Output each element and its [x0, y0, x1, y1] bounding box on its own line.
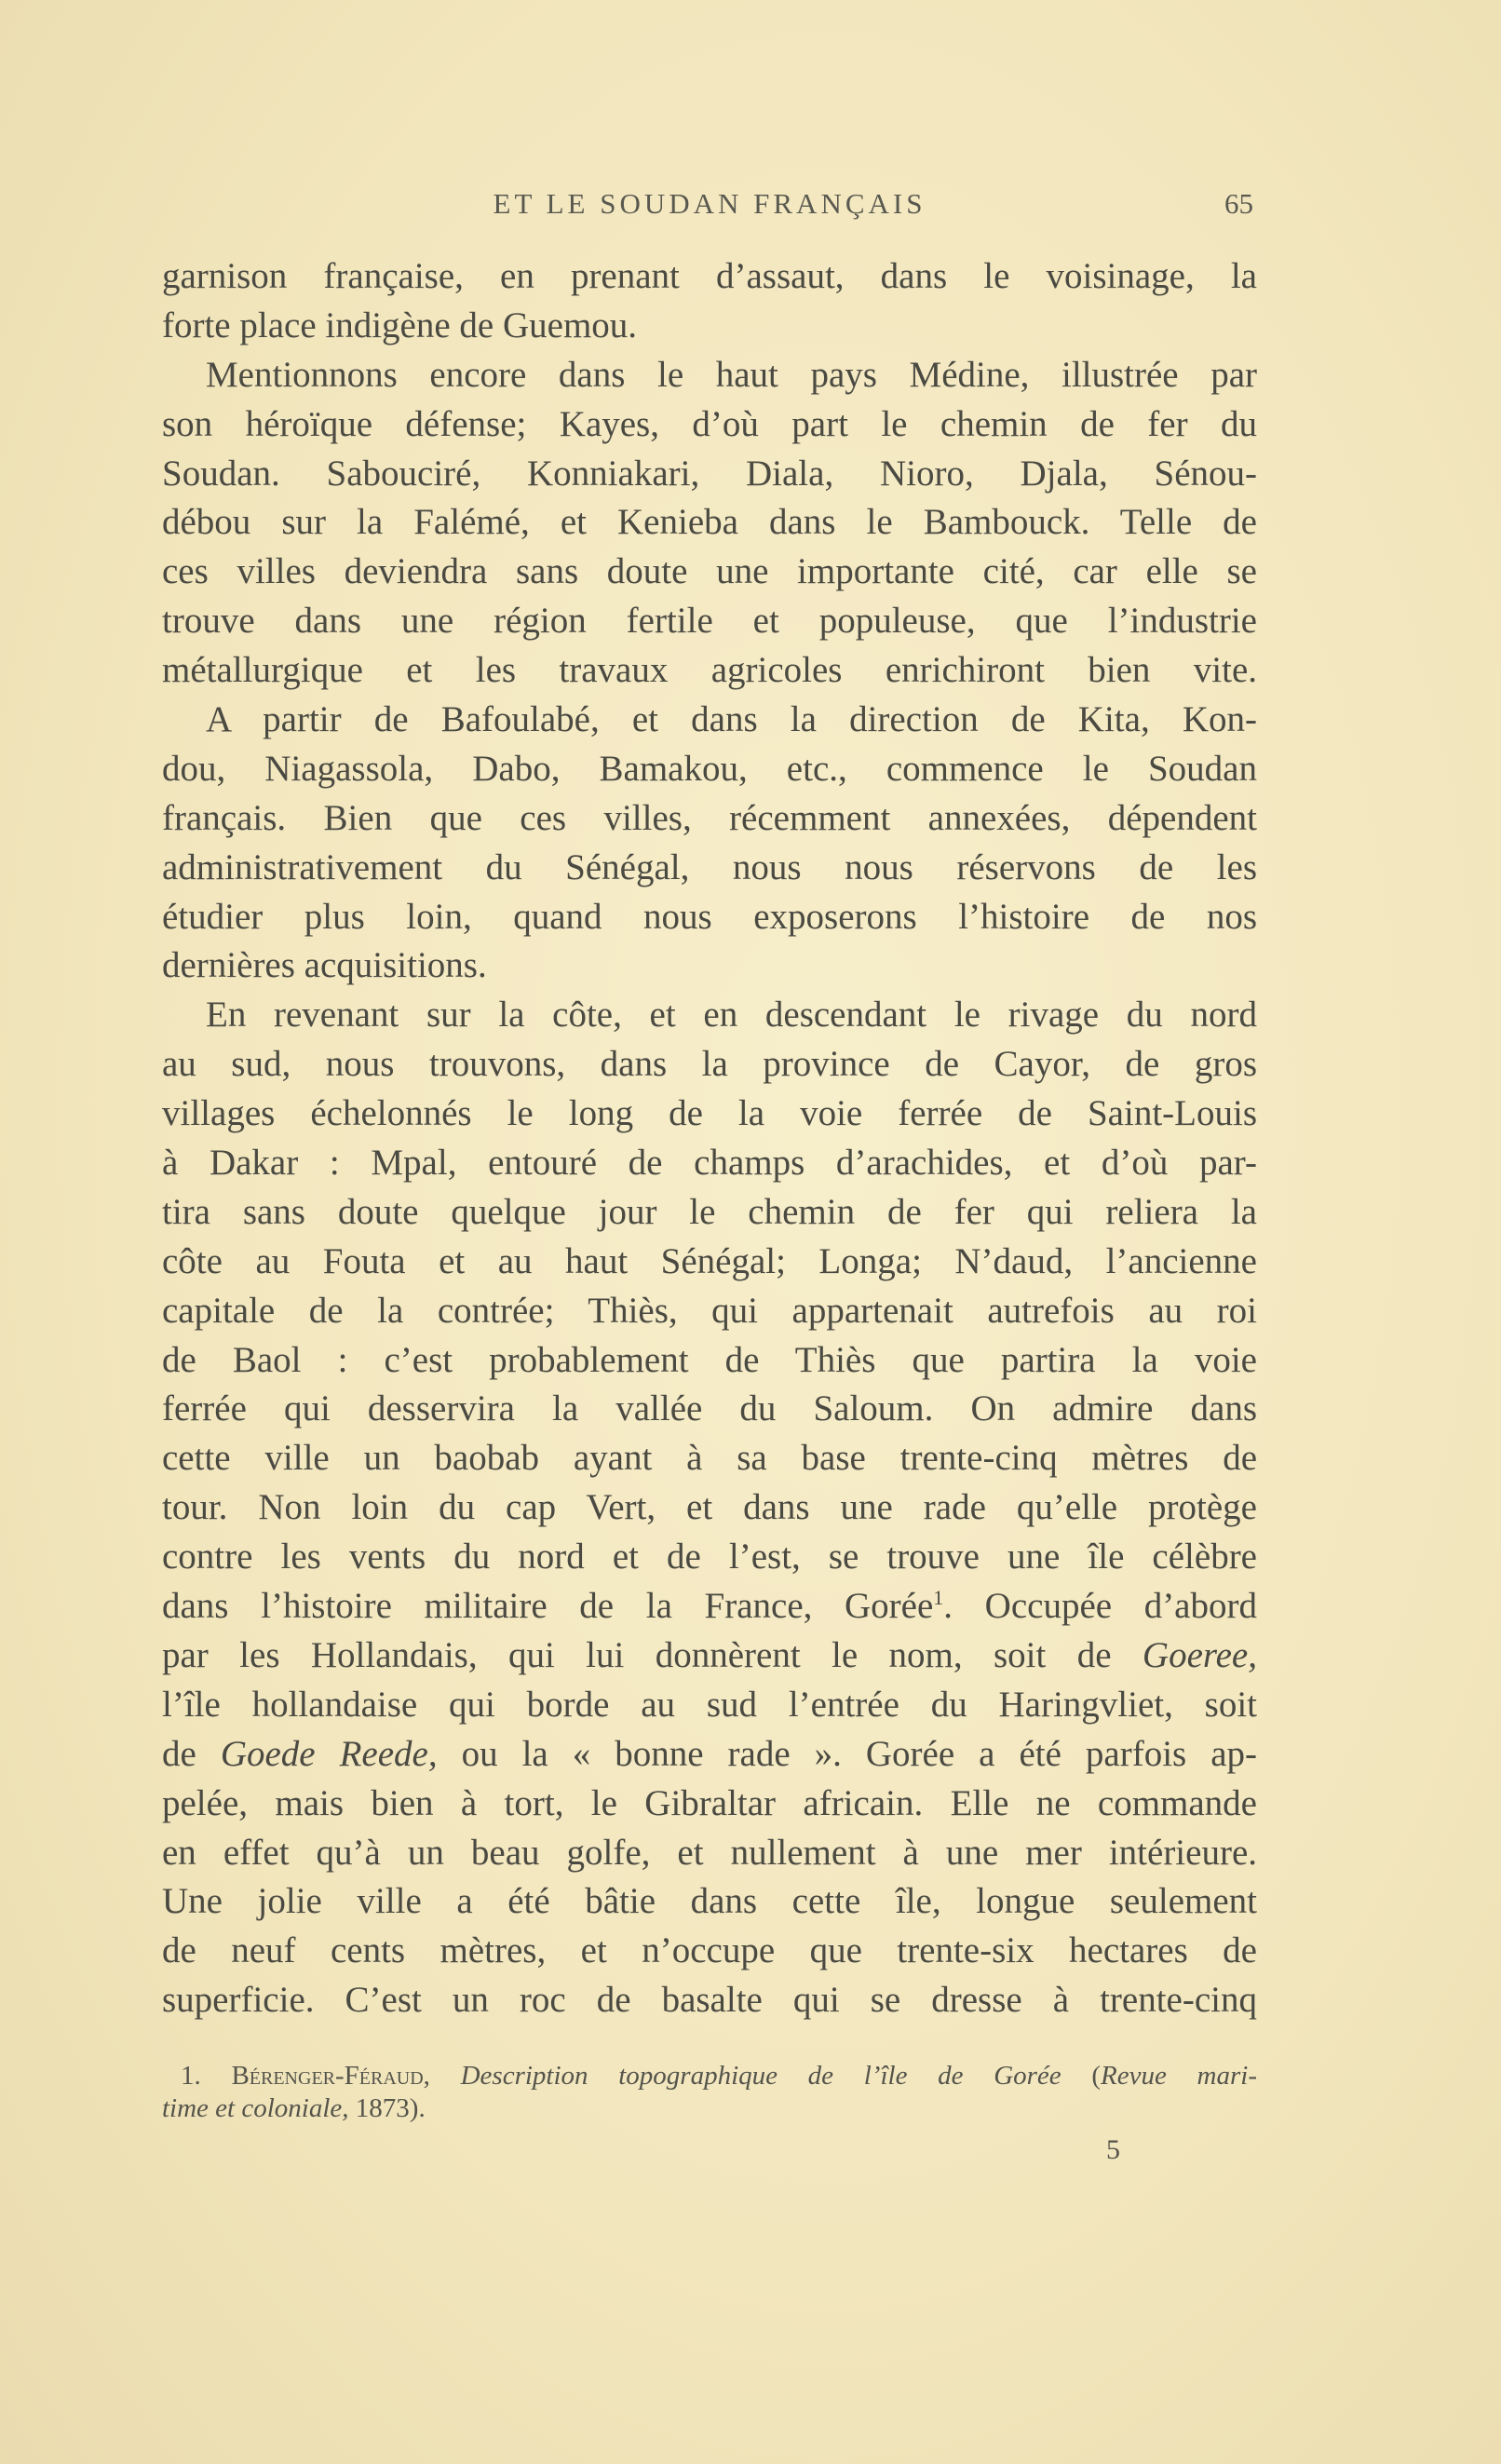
text-line	[162, 450, 1257, 499]
text-line	[162, 1582, 1257, 1631]
text-line	[162, 991, 1257, 1040]
text-line	[162, 794, 1257, 844]
text-line	[162, 1040, 1257, 1090]
text-span: Soudan. Sabouciré, Konniakari, Diala, Nioro, Djala, Sénou-	[162, 453, 1257, 494]
footnote-number: 1.	[181, 2061, 201, 2091]
text-span: pelée, mais bien à tort, le Gibraltar africain. Elle ne commande	[162, 1782, 1257, 1823]
text-span: ferrée qui desservira la vallée du Saloum. On admire dans	[162, 1388, 1257, 1429]
italic-text: Goede Reede,	[220, 1733, 438, 1774]
text-line	[162, 302, 1257, 351]
text-line	[162, 646, 1257, 696]
text-line	[162, 1434, 1257, 1483]
text-span: métallurgique et les travaux agricoles enrichiront bien vite.	[162, 650, 1257, 691]
footnote-line	[162, 2092, 1257, 2125]
footnote-title: Description topographique de l’île de Gorée	[460, 2061, 1062, 2091]
text-span: garnison française, en prenant d’assaut, dans le voisinage, la	[162, 256, 1257, 296]
text-span: forte place indigène de Guemou.	[162, 305, 638, 345]
text-span: A partir de Bafoulabé, et dans la direction de Kita, Kon-	[206, 699, 1257, 740]
italic-text: Goeree,	[1142, 1634, 1257, 1675]
text-span: en effet qu’à un beau golfe, et nullement à une mer intérieure.	[162, 1832, 1257, 1873]
text-span: de neuf cents mètres, et n’occupe que trente-six hectares de	[162, 1930, 1257, 1971]
text-span: cette ville un baobab ayant à sa base trente-cinq mètres de	[162, 1438, 1257, 1479]
text-span: dernières acquisitions.	[162, 945, 487, 986]
text-line	[162, 1730, 1257, 1780]
page-number: 65	[1224, 187, 1253, 220]
text-line	[162, 1238, 1257, 1287]
footnote-journal: Revue mari-	[1101, 2061, 1257, 2091]
text-span: dans l’histoire militaire de la France, Gorée	[162, 1586, 934, 1627]
text-span: . Occupée d’abord	[943, 1586, 1257, 1627]
signature-mark: 5	[1106, 2134, 1120, 2165]
text-span: étudier plus loin, quand nous exposerons l’histoire de nos	[162, 896, 1257, 937]
text-span: de Baol : c’est probablement de Thiès que partira la voie	[162, 1339, 1257, 1380]
text-line	[162, 844, 1257, 893]
text-span: français. Bien que ces villes, récemment annexées, dépendent	[162, 797, 1257, 838]
text-line	[162, 1483, 1257, 1533]
footnote-paren: (	[1091, 2061, 1102, 2091]
text-span: tour. Non loin du cap Vert, et dans une rade qu’elle protège	[162, 1487, 1257, 1528]
text-line	[162, 745, 1257, 794]
text-span: contre les vents du nord et de l’est, se trouve une île célèbre	[162, 1537, 1257, 1577]
text-span: capitale de la contrée; Thiès, qui appartenait autrefois au roi	[162, 1290, 1257, 1331]
footnote-year: 1873).	[355, 2093, 426, 2123]
footnote-author: Bérenger-Féraud,	[231, 2061, 430, 2091]
text-span: ou la « bonne rade ». Gorée a été parfois ap-	[437, 1733, 1258, 1774]
text-span: dou, Niagassola, Dabo, Bamakou, etc., commence le Soudan	[162, 748, 1257, 789]
footnote-line	[162, 2060, 1257, 2092]
text-span: Mentionnons encore dans le haut pays Médine, illustrée par	[206, 354, 1257, 395]
text-span: de	[162, 1733, 221, 1774]
text-line	[162, 597, 1257, 646]
text-span: à Dakar : Mpal, entouré de champs d’arachides, et d’où par-	[162, 1143, 1257, 1184]
text-span: l’île hollandaise qui borde au sud l’entrée du Haringvliet, soit	[162, 1684, 1257, 1725]
text-span: trouve dans une région fertile et populeuse, que l’industrie	[162, 601, 1257, 642]
text-line	[162, 696, 1257, 745]
text-line	[162, 1336, 1257, 1386]
text-line	[162, 400, 1257, 450]
text-span: En revenant sur la côte, et en descendant le rivage du nord	[206, 995, 1257, 1036]
text-line	[162, 1631, 1257, 1681]
text-line	[162, 351, 1257, 400]
text-line	[162, 252, 1257, 302]
text-line	[162, 1927, 1257, 1976]
text-span: tira sans doute quelque jour le chemin de fer qui reliera la	[162, 1191, 1257, 1232]
text-line	[162, 1780, 1257, 1829]
text-span: ces villes deviendra sans doute une importante cité, car elle se	[162, 551, 1257, 592]
footnote-ref: 1	[933, 1586, 944, 1610]
text-span: débou sur la Falémé, et Kenieba dans le Bambouck. Telle de	[162, 502, 1257, 543]
text-span: administrativement du Sénégal, nous nous réservons de les	[162, 846, 1257, 887]
text-line	[162, 1877, 1257, 1927]
text-line	[162, 1681, 1257, 1730]
text-line	[162, 941, 1257, 991]
text-line	[162, 1139, 1257, 1188]
text-span: par les Hollandais, qui lui donnèrent le nom, soit de	[162, 1634, 1143, 1675]
text-span: côte au Fouta et au haut Sénégal; Longa; N’daud, l’ancienne	[162, 1240, 1257, 1281]
running-header	[162, 183, 1257, 225]
text-span: villages échelonnés le long de la voie ferrée de Saint-Louis	[162, 1093, 1257, 1134]
running-title: ET LE SOUDAN FRANÇAIS	[493, 187, 926, 220]
text-span: au sud, nous trouvons, dans la province de Cayor, de gros	[162, 1044, 1257, 1085]
footnote-journal-cont: time et coloniale,	[162, 2093, 349, 2123]
text-line	[162, 1829, 1257, 1878]
text-line	[162, 1533, 1257, 1582]
text-line	[162, 498, 1257, 548]
text-span: son héroïque défense; Kayes, d’où part le chemin de fer du	[162, 403, 1257, 444]
text-line	[162, 548, 1257, 597]
text-line	[162, 1287, 1257, 1336]
text-line	[162, 1188, 1257, 1238]
text-line	[162, 893, 1257, 942]
text-line	[162, 1090, 1257, 1139]
text-line	[162, 1976, 1257, 2025]
text-span: Une jolie ville a été bâtie dans cette île, longue seulement	[162, 1881, 1257, 1922]
footnote	[162, 2060, 1257, 2125]
text-span: superficie. C’est un roc de basalte qui se dresse à trente-cinq	[162, 1980, 1257, 2021]
body-text	[162, 252, 1257, 2025]
text-line	[162, 1385, 1257, 1434]
